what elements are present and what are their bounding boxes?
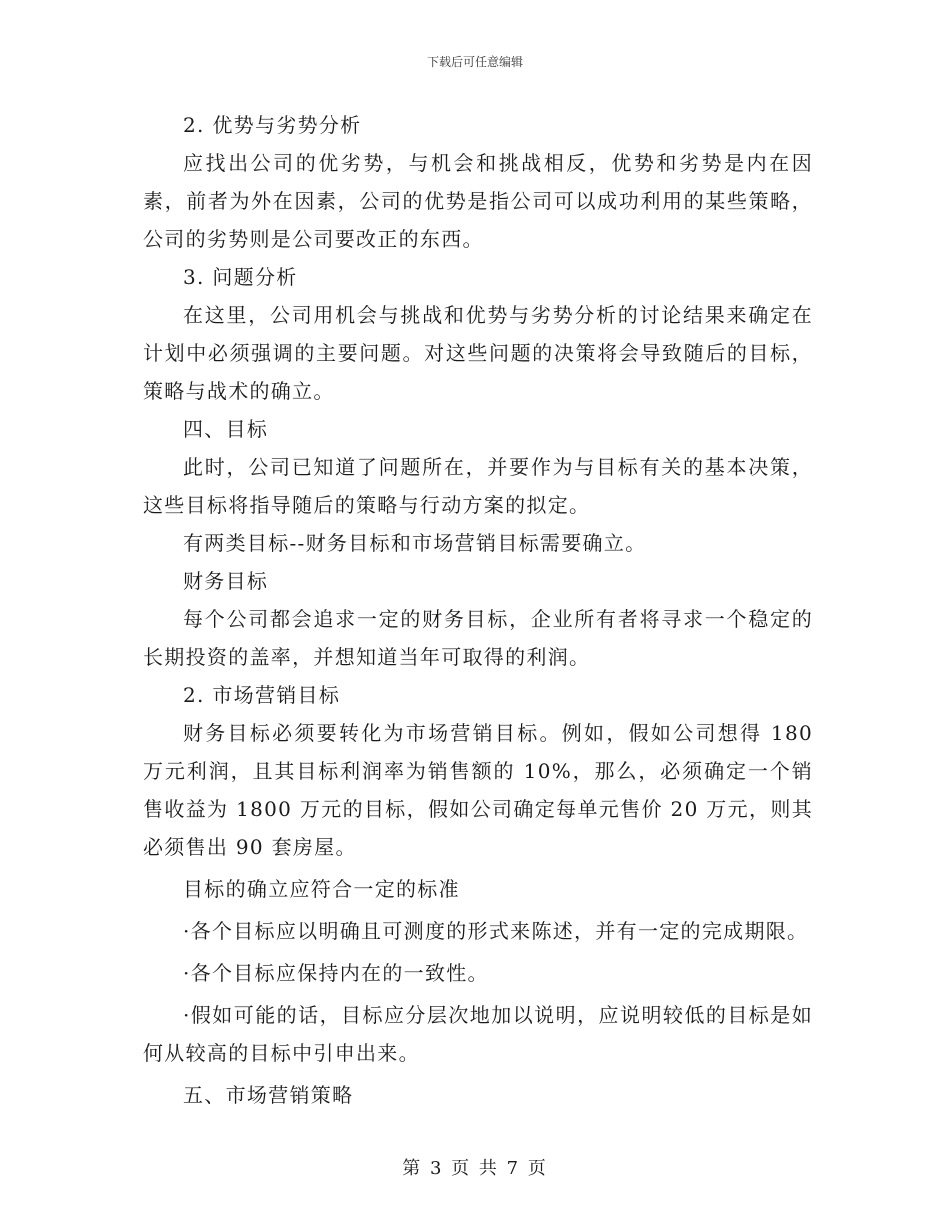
paragraph-strengths-weaknesses: 应找出公司的优劣势，与机会和挑战相反，优势和劣势是内在因素，前者为外在因素，公司的优势是指公司可以成功利用的某些策略，公司的劣势则是公司要改正的东西。 [143,151,813,251]
paragraph-marketing-goals: 财务目标必须要转化为市场营销目标。例如，假如公司想得 180 万元利润，且其目标利润率为销售额的 10%，那么，必须确定一个销售收益为 1800 万元的目标，假如公司确定每单元售价 20 万元，则其必须售出 90 套房屋。 [143,721,813,859]
heading-strengths-weaknesses: 2. 优势与劣势分析 [183,113,362,137]
bullet-consistent-goals: ·各个目标应保持内在的一致性。 [183,961,489,985]
bullet-measurable-goals: ·各个目标应以明确且可测度的形式来陈述，并有一定的完成期限。 [183,919,809,943]
paragraph-problem-analysis: 在这里，公司用机会与挑战和优势与劣势分析的讨论结果来确定在计划中必须强调的主要问题。对这些问题的决策将会导致随后的目标，策略与战术的确立。 [143,303,813,403]
header-note: 下载后可任意编辑 [426,55,523,69]
page-number-footer: 第 3 页 共 7 页 [402,1158,548,1179]
paragraph-goal-criteria: 目标的确立应符合一定的标准 [183,877,460,901]
heading-marketing-goals: 2. 市场营销目标 [183,683,341,707]
document-body [143,106,813,1114]
heading-financial-goals: 财务目标 [183,569,269,593]
bullet-hierarchical-goals: ·假如可能的话，目标应分层次地加以说明，应说明较低的目标是如何从较高的目标中引申出来。 [143,1003,813,1065]
heading-section-four-goals: 四、目标 [183,417,269,441]
paragraph-two-goal-types: 有两类目标--财务目标和市场营销目标需要确立。 [183,531,647,555]
heading-section-five-strategy: 五、市场营销策略 [183,1083,354,1107]
paragraph-financial-goals: 每个公司都会追求一定的财务目标，企业所有者将寻求一个稳定的长期投资的盖率，并想知道当年可取得的利润。 [143,607,813,669]
paragraph-goals-intro: 此时，公司已知道了问题所在，并要作为与目标有关的基本决策，这些目标将指导随后的策略与行动方案的拟定。 [143,455,813,517]
heading-problem-analysis: 3. 问题分析 [183,265,298,289]
